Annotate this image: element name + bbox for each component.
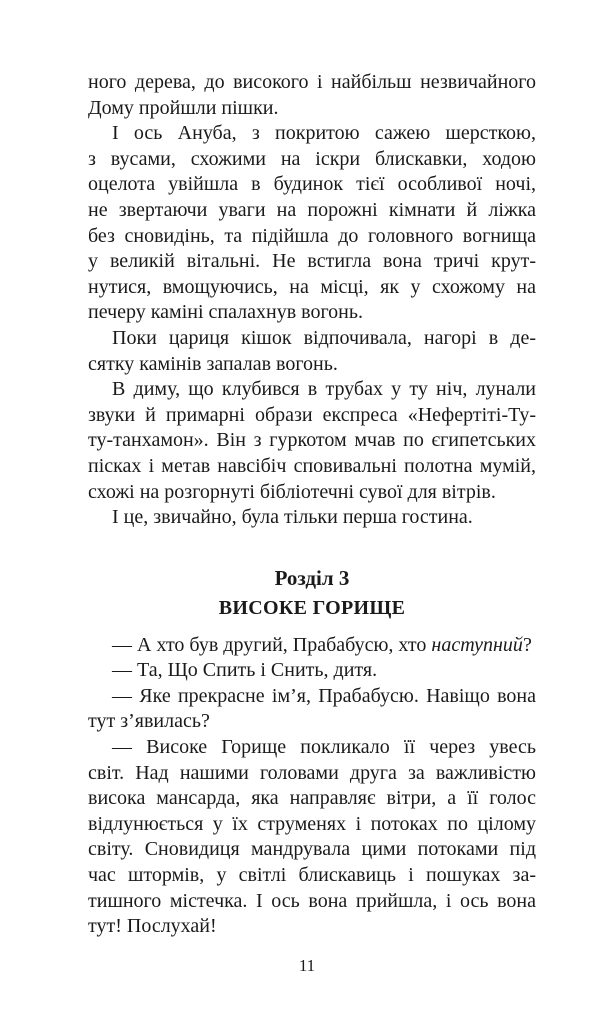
book-page [88, 70, 536, 940]
page-number: 11 [298, 956, 316, 975]
text-line: — Високе Горище покликало її через увесь [112, 736, 536, 759]
text-line: у великій вітальні. Не встигла вона тричі крут- [88, 250, 536, 273]
text-line: тут з’явилась? [88, 710, 210, 733]
paragraph [88, 326, 536, 377]
text-line: світ. Над нашими головами друга за важливістю [88, 761, 536, 784]
text-line: пісках і метав навсібіч сповивальні полотна мумій, [88, 454, 536, 477]
text-line: тут! Послухай! [88, 915, 217, 938]
text-line: оцелота увійшла в будинок тієї особливої ночі, [88, 173, 536, 196]
text-line: без сновидінь, та підійшла до головного вогнища [88, 224, 536, 247]
spacer [88, 531, 536, 563]
text-line: ного дерева, до високого і найбільш незвичайного [88, 71, 536, 93]
chapter-title: ВИСОКЕ ГОРИЩЕ [218, 596, 406, 619]
text-line: — Та, Що Спить і Снить, дитя. [112, 659, 378, 682]
text-line: з вусами, схожими на іскри блискавки, ходою [88, 147, 536, 170]
text-line: звуки й примарні образи експреса «Нефертіті-Ту- [88, 403, 536, 426]
dialogue-text: ? [522, 633, 532, 656]
emphasized-word: наступний [431, 633, 523, 656]
paragraph [88, 658, 536, 684]
text-line: — Яке прекрасне ім’я, Прабабусю. Навіщо вона [112, 684, 536, 707]
paragraph [88, 121, 536, 326]
text-line: відлунюється у їх струменях і потоках по цілому [88, 812, 536, 835]
text-line: світу. Сновидиця мандрувала цими потоками під [88, 838, 536, 861]
text-line [88, 633, 536, 659]
text-line: не звертаючи уваги на порожні кімнати й ліжка [88, 198, 536, 221]
text-line: печеру каміні спалахнув вогонь. [88, 301, 363, 324]
paragraph [88, 70, 536, 121]
dialogue-text: — А хто був другий, Прабабусю, хто [112, 633, 432, 656]
paragraph [88, 633, 536, 659]
text-line: сятку камінів запалав вогонь. [88, 352, 338, 375]
paragraph [88, 684, 536, 735]
text-line: Поки цариця кішок відпочивала, нагорі в де- [112, 326, 536, 349]
text-line: тишного містечка. І ось вона прийшла, і ось вона [88, 889, 536, 912]
text-line: схожі на розгорнуті бібліотечні сувої для вітрів. [88, 480, 496, 503]
text-line: Дому пройшли пішки. [88, 96, 279, 119]
text-line: висока мансарда, яка направляє вітри, а її голос [88, 787, 536, 810]
paragraph [88, 505, 536, 531]
text-line: нутися, вмощуючись, на місці, як у схожому на [88, 275, 536, 298]
text-line: час штормів, у світлі блискавиць і пошуках за- [88, 864, 536, 887]
text-line: В диму, що клубився в трубах у ту ніч, лунали [112, 378, 536, 401]
paragraph [88, 377, 536, 505]
text-line: І ось Ануба, з покритою сажею шерсткою, [112, 122, 536, 145]
spacer [88, 623, 536, 633]
paragraph [88, 735, 536, 940]
text-line: ту-танхамон». Він з гуркотом мчав по єгипетських [88, 429, 536, 452]
text-line: І це, звичайно, була тільки перша гостина. [112, 506, 473, 529]
chapter-number: Розділ 3 [274, 565, 350, 590]
